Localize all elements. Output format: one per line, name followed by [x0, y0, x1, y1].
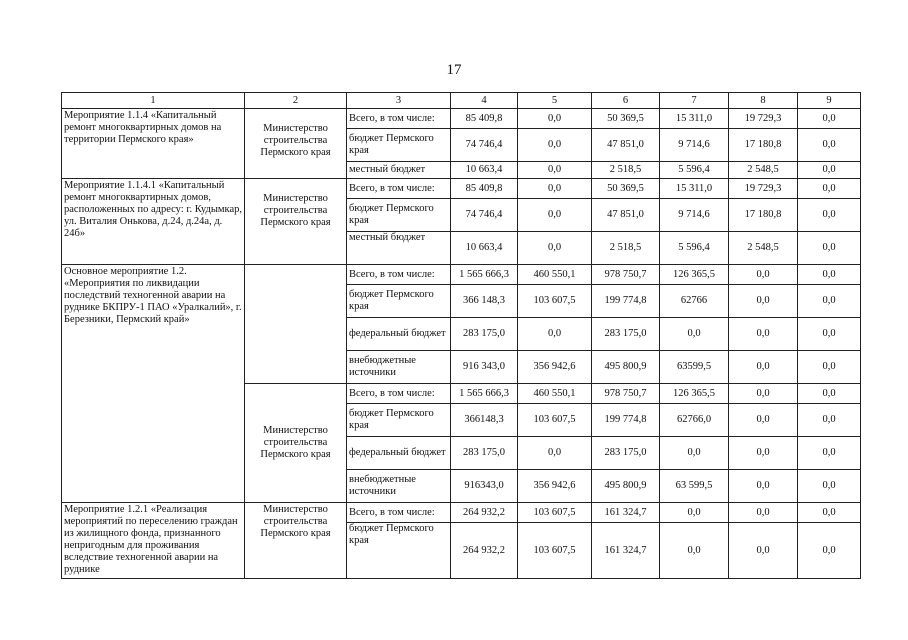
measure-name: Мероприятие 1.2.1 «Реализация мероприятий по переселению граждан из жилищного фонда, признанного непригодным для проживания вследствие техногенной аварии на руднике: [62, 503, 245, 579]
value-cell: 0,0: [518, 318, 592, 351]
value-cell: 0,0: [660, 523, 729, 579]
value-cell: 161 324,7: [592, 503, 660, 523]
page-number: 17: [446, 62, 462, 78]
source-cell: Всего, в том числе:: [347, 265, 451, 285]
value-cell: 15 311,0: [660, 109, 729, 129]
header-row: [62, 93, 861, 109]
value-cell: 495 800,9: [592, 470, 660, 503]
value-cell: 0,0: [729, 351, 798, 384]
value-cell: 17 180,8: [729, 199, 798, 232]
value-cell: 199 774,8: [592, 285, 660, 318]
value-cell: 0,0: [798, 285, 861, 318]
column-header: 7: [660, 93, 729, 109]
value-cell: 103 607,5: [518, 523, 592, 579]
value-cell: 17 180,8: [729, 129, 798, 162]
value-cell: 2 548,5: [729, 232, 798, 265]
value-cell: 2 518,5: [592, 232, 660, 265]
value-cell: 283 175,0: [592, 318, 660, 351]
source-cell: федеральный бюджет: [347, 437, 451, 470]
column-header: 6: [592, 93, 660, 109]
value-cell: 0,0: [729, 470, 798, 503]
column-header: 5: [518, 93, 592, 109]
value-cell: 0,0: [798, 232, 861, 265]
value-cell: 0,0: [518, 109, 592, 129]
value-cell: 0,0: [518, 232, 592, 265]
measure-name: Основное мероприятие 1.2. «Мероприятия по ликвидации последствий техногенной аварии на руднике БКПРУ-1 ПАО «Уралкалий», г. Березники, Пермский край»: [62, 265, 245, 503]
source-cell: Всего, в том числе:: [347, 384, 451, 404]
table-row: [62, 179, 861, 199]
value-cell: 0,0: [729, 265, 798, 285]
value-cell: 366148,3: [451, 404, 518, 437]
column-header: 4: [451, 93, 518, 109]
value-cell: 19 729,3: [729, 109, 798, 129]
value-cell: 10 663,4: [451, 232, 518, 265]
value-cell: 978 750,7: [592, 384, 660, 404]
value-cell: 15 311,0: [660, 179, 729, 199]
value-cell: 356 942,6: [518, 470, 592, 503]
value-cell: 126 365,5: [660, 265, 729, 285]
value-cell: 0,0: [729, 437, 798, 470]
value-cell: 74 746,4: [451, 199, 518, 232]
source-cell: бюджет Пермского края: [347, 199, 451, 232]
value-cell: 103 607,5: [518, 285, 592, 318]
value-cell: 0,0: [729, 318, 798, 351]
ministry-cell: Министерство строительства Пермского края: [245, 109, 347, 179]
source-cell: бюджет Пермского края: [347, 523, 451, 579]
value-cell: 0,0: [798, 351, 861, 384]
source-cell: федеральный бюджет: [347, 318, 451, 351]
value-cell: 0,0: [798, 404, 861, 437]
value-cell: 264 932,2: [451, 503, 518, 523]
column-header: 2: [245, 93, 347, 109]
source-cell: бюджет Пермского края: [347, 285, 451, 318]
value-cell: 0,0: [798, 199, 861, 232]
ministry-cell: [245, 265, 347, 384]
value-cell: 2 518,5: [592, 162, 660, 179]
value-cell: 2 548,5: [729, 162, 798, 179]
source-cell: местный бюджет: [347, 232, 451, 265]
column-header: 1: [62, 93, 245, 109]
value-cell: 978 750,7: [592, 265, 660, 285]
value-cell: 62766,0: [660, 404, 729, 437]
value-cell: 0,0: [729, 285, 798, 318]
value-cell: 19 729,3: [729, 179, 798, 199]
value-cell: 0,0: [729, 523, 798, 579]
source-cell: внебюджетные источники: [347, 470, 451, 503]
value-cell: 283 175,0: [451, 437, 518, 470]
value-cell: 0,0: [660, 503, 729, 523]
value-cell: 9 714,6: [660, 199, 729, 232]
value-cell: 5 596,4: [660, 162, 729, 179]
value-cell: 916 343,0: [451, 351, 518, 384]
value-cell: 47 851,0: [592, 129, 660, 162]
source-cell: местный бюджет: [347, 162, 451, 179]
value-cell: 0,0: [798, 437, 861, 470]
value-cell: 126 365,5: [660, 384, 729, 404]
value-cell: 0,0: [798, 179, 861, 199]
measure-name: Мероприятие 1.1.4 «Капитальный ремонт многоквартирных домов на территории Пермского края»: [62, 109, 245, 179]
value-cell: 85 409,8: [451, 109, 518, 129]
column-header: 9: [798, 93, 861, 109]
value-cell: 356 942,6: [518, 351, 592, 384]
value-cell: 283 175,0: [592, 437, 660, 470]
funding-table: [61, 92, 861, 579]
value-cell: 10 663,4: [451, 162, 518, 179]
value-cell: 0,0: [518, 199, 592, 232]
value-cell: 0,0: [798, 503, 861, 523]
value-cell: 0,0: [660, 437, 729, 470]
value-cell: 283 175,0: [451, 318, 518, 351]
source-cell: Всего, в том числе:: [347, 503, 451, 523]
value-cell: 161 324,7: [592, 523, 660, 579]
table-row: [62, 265, 861, 285]
value-cell: 9 714,6: [660, 129, 729, 162]
value-cell: 0,0: [729, 404, 798, 437]
table-row: [62, 109, 861, 129]
value-cell: 0,0: [798, 470, 861, 503]
ministry-cell: Министерство строительства Пермского края: [245, 384, 347, 503]
source-cell: Всего, в том числе:: [347, 109, 451, 129]
value-cell: 0,0: [518, 162, 592, 179]
source-cell: бюджет Пермского края: [347, 404, 451, 437]
value-cell: 0,0: [518, 437, 592, 470]
column-header: 3: [347, 93, 451, 109]
value-cell: 103 607,5: [518, 503, 592, 523]
value-cell: 916343,0: [451, 470, 518, 503]
value-cell: 0,0: [518, 129, 592, 162]
value-cell: 1 565 666,3: [451, 265, 518, 285]
ministry-cell: Министерство строительства Пермского края: [245, 179, 347, 265]
value-cell: 0,0: [518, 179, 592, 199]
value-cell: 0,0: [798, 384, 861, 404]
ministry-cell: Министерство строительства Пермского края: [245, 503, 347, 579]
value-cell: 460 550,1: [518, 265, 592, 285]
value-cell: 85 409,8: [451, 179, 518, 199]
table-row: [62, 503, 861, 523]
value-cell: 50 369,5: [592, 179, 660, 199]
value-cell: 366 148,3: [451, 285, 518, 318]
value-cell: 103 607,5: [518, 404, 592, 437]
source-cell: внебюджетные источники: [347, 351, 451, 384]
value-cell: 264 932,2: [451, 523, 518, 579]
column-header: 8: [729, 93, 798, 109]
value-cell: 0,0: [798, 129, 861, 162]
value-cell: 0,0: [660, 318, 729, 351]
value-cell: 63599,5: [660, 351, 729, 384]
source-cell: бюджет Пермского края: [347, 129, 451, 162]
value-cell: 50 369,5: [592, 109, 660, 129]
value-cell: 47 851,0: [592, 199, 660, 232]
value-cell: 63 599,5: [660, 470, 729, 503]
value-cell: 0,0: [798, 162, 861, 179]
value-cell: 0,0: [729, 384, 798, 404]
value-cell: 0,0: [798, 318, 861, 351]
value-cell: 495 800,9: [592, 351, 660, 384]
value-cell: 0,0: [729, 503, 798, 523]
value-cell: 62766: [660, 285, 729, 318]
value-cell: 460 550,1: [518, 384, 592, 404]
value-cell: 0,0: [798, 109, 861, 129]
value-cell: 0,0: [798, 265, 861, 285]
value-cell: 0,0: [798, 523, 861, 579]
source-cell: Всего, в том числе:: [347, 179, 451, 199]
value-cell: 74 746,4: [451, 129, 518, 162]
measure-name: Мероприятие 1.1.4.1 «Капитальный ремонт многоквартирных домов, расположенных по адресу: г. Кудымкар, ул. Виталия Онькова, д.24, д.24а, д. 24б»: [62, 179, 245, 265]
value-cell: 1 565 666,3: [451, 384, 518, 404]
value-cell: 199 774,8: [592, 404, 660, 437]
value-cell: 5 596,4: [660, 232, 729, 265]
